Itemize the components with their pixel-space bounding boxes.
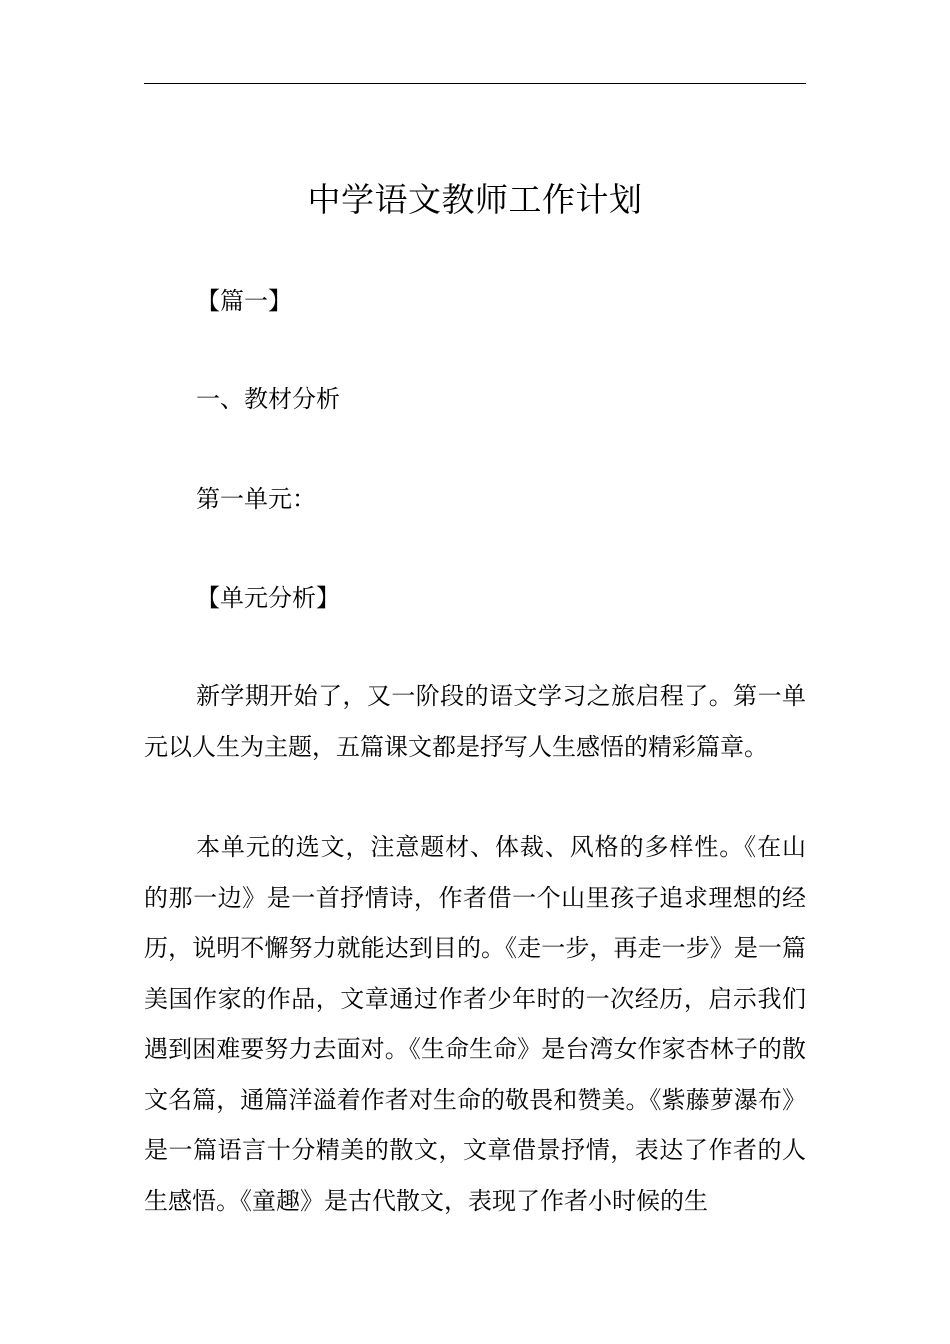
paragraph-selections: 本单元的选文，注意题材、体裁、风格的多样性。《在山的那一边》是一首抒情诗，作者借一个山里孩子追求理想的经历，说明不懈努力就能达到目的。《走一步，再走一步》是一篇美国作家的作品，文章通过作者少年时的一次经历，启示我们遇到困难要努力去面对。《生命生命》是台湾女作家杏林子的散文名篇，通篇洋溢着作者对生命的敬畏和赞美。《紫藤萝瀑布》是一篇语言十分精美的散文，文章借景抒情，表达了作者的人生感悟。《童趣》是古代散文，表现了作者小时候的生 bbox=[144, 833, 806, 1215]
paragraph-intro: 新学期开始了，又一阶段的语文学习之旅启程了。第一单元以人生为主题，五篇课文都是抒写人生感悟的精彩篇章。 bbox=[144, 682, 806, 761]
unit-analysis-label: 【单元分析】 bbox=[196, 584, 340, 612]
unit-label: 第一单元： bbox=[196, 485, 316, 513]
header-rule bbox=[144, 83, 806, 84]
heading-textbook-analysis: 一、教材分析 bbox=[196, 385, 340, 413]
section-label: 【篇一】 bbox=[196, 287, 292, 315]
document-title: 中学语文教师工作计划 bbox=[307, 180, 643, 219]
